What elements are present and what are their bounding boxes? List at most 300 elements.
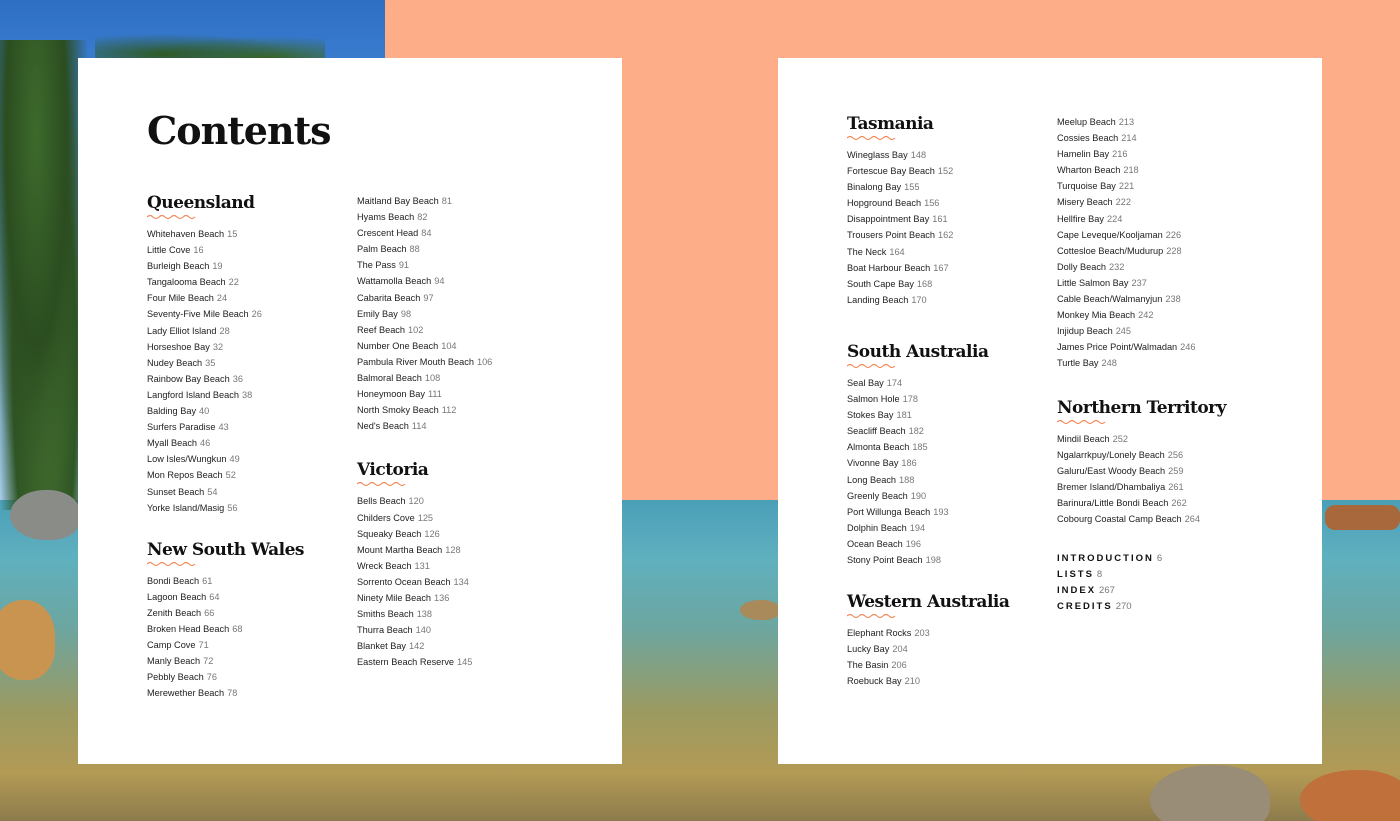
toc-entry[interactable] <box>357 418 567 434</box>
toc-entry[interactable] <box>357 370 567 386</box>
entry-page-number: 56 <box>227 502 238 513</box>
toc-entry[interactable] <box>147 573 357 589</box>
toc-entry[interactable] <box>147 306 357 322</box>
entry-page-number: 181 <box>896 410 912 421</box>
toc-entry[interactable] <box>1057 291 1307 307</box>
toc-entry[interactable] <box>147 274 357 290</box>
entry-page-number: 52 <box>225 470 236 481</box>
entry-name: Low Isles/Wungkun <box>147 454 227 465</box>
region-new-south-wales <box>147 540 357 702</box>
wave-divider-icon <box>847 363 897 369</box>
entry-name: Merewether Beach <box>147 688 225 699</box>
toc-entry[interactable] <box>847 625 1057 641</box>
toc-entry[interactable] <box>847 504 1057 520</box>
entry-name: Langford Island Beach <box>147 389 239 400</box>
toc-entry[interactable] <box>847 391 1057 407</box>
toc-entry[interactable] <box>1057 431 1307 447</box>
entry-name: Cottesloe Beach/Mudurup <box>1057 245 1164 256</box>
toc-entry[interactable] <box>147 685 357 701</box>
entry-name: Palm Beach <box>357 244 407 255</box>
entry-page-number: 216 <box>1112 149 1128 160</box>
entry-name: Horseshoe Bay <box>147 341 210 352</box>
extra-lists[interactable]: LISTS 8 <box>1057 569 1103 581</box>
wave-divider-icon <box>1057 419 1107 425</box>
entry-name: Greenly Beach <box>847 490 908 501</box>
entry-page-number: 222 <box>1115 197 1131 208</box>
toc-entry[interactable] <box>1057 307 1307 323</box>
entry-page-number: 204 <box>892 644 908 655</box>
entry-page-number: 156 <box>924 198 940 209</box>
toc-entry[interactable] <box>1057 211 1307 227</box>
entry-page-number: 38 <box>241 389 253 400</box>
entry-name: Eastern Beach Reserve <box>357 657 455 668</box>
entry-page-number: 102 <box>408 324 424 335</box>
toc-entry[interactable] <box>357 622 567 638</box>
entry-name: Hellfire Bay <box>1057 213 1104 224</box>
entry-page-number: 24 <box>216 293 228 304</box>
region-heading: Western Australia <box>847 592 1010 613</box>
toc-entry[interactable] <box>847 423 1057 439</box>
toc-entry[interactable] <box>147 371 357 387</box>
toc-entry[interactable] <box>147 621 357 637</box>
entry-name: Bondi Beach <box>147 575 200 586</box>
entry-name: Zenith Beach <box>147 607 202 618</box>
entry-page-number: 256 <box>1167 449 1184 460</box>
entry-name: Bells Beach <box>357 496 406 507</box>
entry-page-number: 16 <box>193 245 204 256</box>
page-title: Contents <box>147 108 331 153</box>
toc-entry[interactable] <box>1057 227 1307 243</box>
entry-page-number: 108 <box>424 373 441 384</box>
toc-entry[interactable] <box>357 638 567 654</box>
toc-entry[interactable] <box>147 355 357 371</box>
region-northern-territory <box>1057 398 1307 528</box>
toc-entry[interactable] <box>847 244 1057 260</box>
entry-name: Manly Beach <box>147 656 201 667</box>
entry-page-number: 64 <box>209 591 220 602</box>
entry-page-number: 262 <box>1171 497 1187 508</box>
entry-page-number: 138 <box>416 609 433 620</box>
entry-page-number: 252 <box>1112 433 1128 444</box>
entry-name: Trousers Point Beach <box>847 230 936 241</box>
entry-name: Dolphin Beach <box>847 522 907 533</box>
toc-entry[interactable] <box>357 209 567 225</box>
entry-name: Seacliff Beach <box>847 426 906 437</box>
entry-name: Injidup Beach <box>1057 326 1113 337</box>
toc-entry[interactable] <box>847 520 1057 536</box>
region-heading: New South Wales <box>147 539 304 560</box>
toc-entry[interactable] <box>357 225 567 241</box>
entry-page-number: 213 <box>1118 117 1135 127</box>
toc-entry[interactable] <box>357 306 567 322</box>
entry-name: Wineglass Bay <box>847 150 908 160</box>
entry-page-number: 228 <box>1166 245 1182 256</box>
entry-page-number: 120 <box>408 496 424 507</box>
entry-page-number: 188 <box>899 474 915 485</box>
entry-page-number: 19 <box>212 261 223 272</box>
toc-entry[interactable] <box>357 322 567 338</box>
toc-entry[interactable] <box>147 339 357 355</box>
entry-name: Four Mile Beach <box>147 293 214 304</box>
toc-entry[interactable] <box>847 407 1057 423</box>
entry-name: Emily Bay <box>357 308 398 319</box>
toc-entry[interactable] <box>1057 194 1307 210</box>
toc-entry[interactable] <box>1057 243 1307 259</box>
entry-name: Turtle Bay <box>1057 358 1099 369</box>
entry-name: Balmoral Beach <box>357 373 422 384</box>
entry-name: Sunset Beach <box>147 486 205 497</box>
toc-entry[interactable] <box>1057 447 1307 463</box>
toc-entry[interactable] <box>357 354 567 370</box>
toc-entry[interactable] <box>847 260 1057 276</box>
toc-entry[interactable] <box>147 467 357 483</box>
entry-name: Stokes Bay <box>847 410 894 421</box>
entry-page-number: 245 <box>1115 326 1132 337</box>
region-victoria <box>357 460 567 670</box>
toc-entry[interactable] <box>1057 275 1307 291</box>
entry-name: Dolly Beach <box>1057 261 1107 272</box>
toc-entry[interactable] <box>147 500 357 516</box>
entry-name: Mon Repos Beach <box>147 470 223 481</box>
entry-page-number: 72 <box>203 656 214 667</box>
entry-name: Boat Harbour Beach <box>847 262 931 273</box>
toc-entry[interactable] <box>847 276 1057 292</box>
wave-divider-icon <box>147 561 197 567</box>
toc-entry[interactable] <box>1057 355 1307 371</box>
toc-entry[interactable] <box>847 179 1057 195</box>
entry-name: Broken Head Beach <box>147 623 230 634</box>
toc-entry[interactable] <box>147 323 357 339</box>
entry-page-number: 76 <box>206 672 217 683</box>
toc-entry[interactable] <box>147 419 357 435</box>
toc-entry[interactable] <box>847 455 1057 471</box>
toc-entry[interactable] <box>357 526 567 542</box>
entry-name: Pebbly Beach <box>147 672 204 683</box>
region-new-south-wales-continued <box>357 193 567 434</box>
entry-page-number: 168 <box>916 278 933 289</box>
toc-entry[interactable] <box>147 451 357 467</box>
extra-introduction[interactable]: INTRODUCTION 6 <box>1057 553 1163 565</box>
toc-entry[interactable] <box>847 552 1057 568</box>
extra-credits[interactable]: CREDITS 270 <box>1057 601 1132 613</box>
entry-name: Ninety Mile Beach <box>357 592 432 603</box>
entry-name: Squeaky Beach <box>357 528 422 539</box>
entry-page-number: 114 <box>411 421 427 432</box>
entry-name: The Pass <box>357 260 396 271</box>
entry-page-number: 40 <box>199 406 210 417</box>
entry-name: Tangalooma Beach <box>147 277 226 288</box>
entry-page-number: 35 <box>205 357 216 368</box>
entry-name: Seal Bay <box>847 377 884 388</box>
entry-page-number: 66 <box>204 607 215 618</box>
column-3 <box>847 114 1057 689</box>
entry-page-number: 214 <box>1121 133 1137 144</box>
entry-name: Meelup Beach <box>1057 117 1116 127</box>
entry-name: Long Beach <box>847 474 897 485</box>
entry-name: Little Cove <box>147 245 191 256</box>
toc-entry[interactable] <box>847 657 1057 673</box>
toc-entry[interactable] <box>357 654 567 670</box>
region-heading: South Australia <box>847 341 989 362</box>
toc-entry[interactable] <box>847 488 1057 504</box>
toc-entry[interactable] <box>147 258 357 274</box>
toc-entry[interactable] <box>357 193 567 209</box>
entry-name: Wreck Beach <box>357 560 412 571</box>
toc-entry[interactable] <box>147 387 357 403</box>
entry-page-number: 148 <box>910 150 927 160</box>
toc-entry[interactable] <box>357 574 567 590</box>
region-heading: Victoria <box>357 460 429 481</box>
entry-page-number: 152 <box>937 166 954 177</box>
entry-name: Bremer Island/Dhambaliya <box>1057 481 1166 492</box>
entry-name: Almonta Beach <box>847 442 910 453</box>
entry-name: Lagoon Beach <box>147 591 207 602</box>
entry-name: Whitehaven Beach <box>147 229 225 239</box>
entry-page-number: 46 <box>200 438 211 449</box>
entry-page-number: 126 <box>424 528 440 539</box>
entry-page-number: 232 <box>1109 261 1125 272</box>
entry-page-number: 155 <box>904 182 920 193</box>
toc-entry[interactable] <box>357 493 567 509</box>
entry-name: Cable Beach/Walmanyjun <box>1057 294 1163 305</box>
toc-entry[interactable] <box>1057 162 1307 178</box>
entry-page-number: 264 <box>1184 513 1200 524</box>
toc-entry[interactable] <box>357 290 567 306</box>
rock <box>740 600 780 620</box>
region-heading: Tasmania <box>847 114 934 134</box>
wave-divider-icon <box>847 613 897 619</box>
entry-page-number: 194 <box>909 522 926 533</box>
entry-name: Thurra Beach <box>357 625 413 636</box>
entry-name: Myall Beach <box>147 438 198 449</box>
entry-name: Hopground Beach <box>847 198 922 209</box>
entry-name: Blanket Bay <box>357 641 407 652</box>
column-4 <box>1057 114 1307 615</box>
toc-entry[interactable] <box>1057 146 1307 162</box>
toc-entry[interactable] <box>147 589 357 605</box>
region-tasmania <box>847 114 1057 308</box>
entry-page-number: 94 <box>434 276 445 287</box>
region-heading: Queensland <box>147 193 255 213</box>
toc-entry[interactable] <box>147 669 357 685</box>
toc-entry[interactable] <box>847 195 1057 211</box>
entry-name: Smiths Beach <box>357 609 414 620</box>
toc-entry[interactable] <box>1057 463 1307 479</box>
rock <box>1325 505 1400 530</box>
toc-entry[interactable] <box>847 227 1057 243</box>
entry-name: Fortescue Bay Beach <box>847 166 935 177</box>
entry-page-number: 196 <box>905 538 922 549</box>
toc-entry[interactable] <box>1057 259 1307 275</box>
entry-name: Hamelin Bay <box>1057 149 1110 160</box>
rock <box>10 490 80 540</box>
entry-name: Misery Beach <box>1057 197 1113 208</box>
entry-page-number: 61 <box>202 575 213 586</box>
entry-page-number: 198 <box>925 554 941 565</box>
entry-page-number: 242 <box>1138 310 1154 321</box>
toc-entry[interactable] <box>1057 130 1307 146</box>
entry-page-number: 78 <box>227 688 238 699</box>
entry-name: Monkey Mia Beach <box>1057 310 1136 321</box>
toc-entry[interactable] <box>847 472 1057 488</box>
entry-name: Childers Cove <box>357 512 415 523</box>
entry-page-number: 259 <box>1168 465 1184 476</box>
entry-name: Lucky Bay <box>847 644 890 655</box>
entry-name: Cape Leveque/Kooljaman <box>1057 229 1163 240</box>
toc-entry[interactable] <box>1057 178 1307 194</box>
entry-name: Wharton Beach <box>1057 165 1121 176</box>
entry-page-number: 104 <box>441 340 457 351</box>
entry-page-number: 68 <box>232 623 243 634</box>
entry-page-number: 210 <box>904 676 920 687</box>
toc-entry[interactable] <box>357 590 567 606</box>
entry-name: Little Salmon Bay <box>1057 277 1129 288</box>
toc-entry[interactable] <box>357 542 567 558</box>
entry-page-number: 125 <box>417 512 434 523</box>
entry-page-number: 226 <box>1165 229 1182 240</box>
entry-page-number: 161 <box>932 214 948 225</box>
toc-entry[interactable] <box>357 338 567 354</box>
entry-page-number: 170 <box>911 294 927 305</box>
toc-entry[interactable] <box>357 510 567 526</box>
wave-divider-icon <box>147 214 197 220</box>
toc-entry[interactable] <box>147 605 357 621</box>
entry-page-number: 106 <box>476 356 493 367</box>
entry-page-number: 224 <box>1106 213 1123 224</box>
toc-entry[interactable] <box>147 653 357 669</box>
entry-name: Elephant Rocks <box>847 628 912 639</box>
entry-name: Cabarita Beach <box>357 292 421 303</box>
entry-page-number: 26 <box>251 309 262 320</box>
entry-name: Galuru/East Woody Beach <box>1057 465 1166 476</box>
entry-page-number: 218 <box>1123 165 1139 176</box>
entry-name: Surfers Paradise <box>147 422 216 433</box>
toc-entry[interactable] <box>1057 511 1307 527</box>
toc-entry[interactable] <box>847 375 1057 391</box>
entry-name: Cossies Beach <box>1057 133 1119 144</box>
entry-page-number: 54 <box>207 486 218 497</box>
toc-entry[interactable] <box>847 292 1057 308</box>
entry-name: Turquoise Bay <box>1057 181 1116 192</box>
entry-page-number: 182 <box>908 426 924 437</box>
entry-page-number: 246 <box>1180 342 1196 353</box>
toc-entry[interactable] <box>357 241 567 257</box>
toc-entry[interactable] <box>1057 495 1307 511</box>
toc-entry[interactable] <box>147 242 357 258</box>
entry-page-number: 145 <box>457 657 473 668</box>
entry-page-number: 134 <box>453 576 469 587</box>
entry-page-number: 174 <box>886 377 903 388</box>
toc-entry[interactable] <box>1057 479 1307 495</box>
entry-name: Camp Cove <box>147 640 196 651</box>
entry-page-number: 140 <box>415 625 432 636</box>
entry-page-number: 203 <box>914 628 930 639</box>
entry-name: South Cape Bay <box>847 278 914 289</box>
toc-entry[interactable] <box>847 163 1057 179</box>
toc-entry[interactable] <box>357 558 567 574</box>
entry-name: North Smoky Beach <box>357 405 439 416</box>
entry-page-number: 193 <box>933 506 949 517</box>
entry-page-number: 111 <box>427 389 442 400</box>
entry-page-number: 186 <box>901 458 917 469</box>
toc-entry[interactable] <box>847 439 1057 455</box>
entry-page-number: 91 <box>398 260 410 271</box>
toc-entry[interactable] <box>147 435 357 451</box>
toc-entry[interactable] <box>357 606 567 622</box>
entry-name: The Basin <box>847 660 889 671</box>
entry-page-number: 206 <box>891 660 907 671</box>
entry-page-number: 84 <box>421 228 432 239</box>
rock <box>0 600 55 680</box>
toc-entry[interactable] <box>357 386 567 402</box>
toc-entry[interactable] <box>1057 323 1307 339</box>
toc-entry[interactable] <box>847 641 1057 657</box>
entry-name: Honeymoon Bay <box>357 389 425 400</box>
column-2 <box>357 193 567 670</box>
entry-page-number: 162 <box>938 230 954 241</box>
entry-name: Number One Beach <box>357 340 439 351</box>
entry-page-number: 36 <box>232 373 243 384</box>
entry-name: Seventy-Five Mile Beach <box>147 309 249 320</box>
entry-name: Binalong Bay <box>847 182 902 193</box>
entry-page-number: 82 <box>417 212 428 223</box>
entry-name: Roebuck Bay <box>847 676 902 687</box>
entry-name: Reef Beach <box>357 324 406 335</box>
entry-name: Sorrento Ocean Beach <box>357 576 451 587</box>
toc-entry[interactable] <box>847 147 1057 163</box>
entry-page-number: 131 <box>414 560 430 571</box>
toc-entry[interactable] <box>847 536 1057 552</box>
toc-entry[interactable] <box>847 673 1057 689</box>
entry-name: Rainbow Bay Beach <box>147 373 230 384</box>
toc-entry[interactable] <box>357 257 567 273</box>
entry-name: James Price Point/Walmadan <box>1057 342 1178 353</box>
entry-name: Hyams Beach <box>357 212 415 223</box>
entry-name: Port Willunga Beach <box>847 506 931 517</box>
entry-page-number: 167 <box>933 262 949 273</box>
entry-page-number: 221 <box>1118 181 1135 192</box>
toc-entry[interactable] <box>847 211 1057 227</box>
toc-entry[interactable] <box>147 484 357 500</box>
toc-entry[interactable] <box>357 273 567 289</box>
entry-name: Ngalarrkpuy/Lonely Beach <box>1057 449 1165 460</box>
entry-name: Ocean Beach <box>847 538 903 549</box>
toc-entry[interactable] <box>147 290 357 306</box>
contents-page-left <box>78 58 622 764</box>
entry-name: Pambula River Mouth Beach <box>357 356 474 367</box>
entry-page-number: 15 <box>227 229 238 239</box>
entry-name: Vivonne Bay <box>847 458 899 469</box>
contents-page-right <box>778 58 1322 764</box>
entry-name: Maitland Bay Beach <box>357 196 439 206</box>
entry-page-number: 185 <box>912 442 928 453</box>
toc-entry[interactable] <box>1057 339 1307 355</box>
toc-entry[interactable] <box>1057 114 1307 130</box>
entry-page-number: 178 <box>902 394 918 405</box>
entry-page-number: 81 <box>441 196 452 206</box>
entry-name: Cobourg Coastal Camp Beach <box>1057 513 1182 524</box>
toc-entry[interactable] <box>357 402 567 418</box>
toc-entry[interactable] <box>147 637 357 653</box>
entry-page-number: 238 <box>1165 294 1181 305</box>
entry-name: Crescent Head <box>357 228 419 239</box>
entry-page-number: 32 <box>212 341 224 352</box>
toc-entry[interactable] <box>147 226 357 242</box>
entry-name: Balding Bay <box>147 406 197 417</box>
extra-index[interactable]: INDEX 267 <box>1057 585 1115 597</box>
toc-entry[interactable] <box>147 403 357 419</box>
entry-name: Disappointment Bay <box>847 214 930 225</box>
